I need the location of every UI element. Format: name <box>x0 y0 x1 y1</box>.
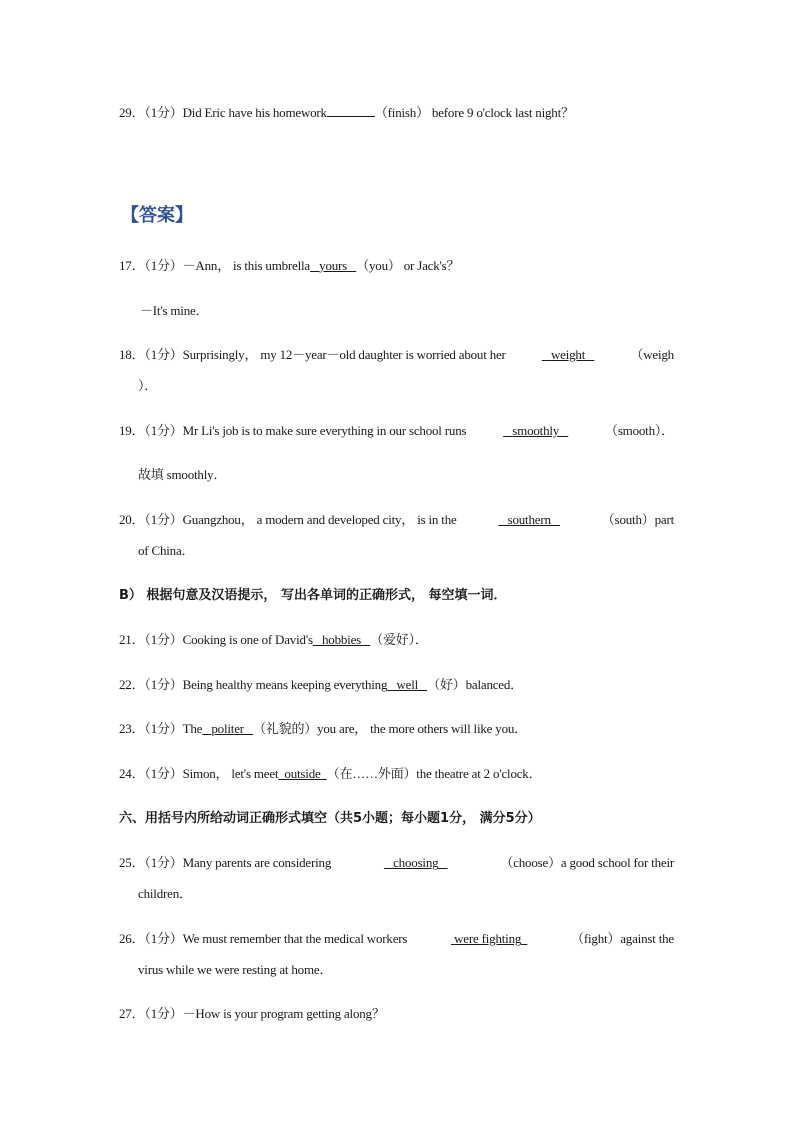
question-21-suffix: （爱好）． <box>370 632 428 647</box>
question-21 <box>119 632 674 648</box>
question-19-prefix: 19．（1分）Mr Li's job is to make sure everything in our school runs <box>119 423 467 438</box>
question-25 <box>119 855 674 871</box>
question-25-continuation: children． <box>138 886 192 901</box>
question-24 <box>119 766 674 782</box>
question-19-note: 故填 smoothly． <box>138 467 227 482</box>
question-20 <box>119 512 674 528</box>
question-27 <box>119 1006 674 1022</box>
question-27-prefix: 27．（1分）－How is your program getting along？ <box>119 1006 385 1021</box>
question-20-continuation: of China． <box>138 543 195 558</box>
answer-heading: 【答案】 <box>121 205 193 226</box>
question-23 <box>119 721 674 737</box>
question-18-suffix: （weigh <box>630 347 674 362</box>
question-20-suffix: （south）part <box>601 512 674 527</box>
question-21-answer: hobbies <box>321 632 362 647</box>
question-22-prefix: 22．（1分）Being healthy means keeping everything <box>119 677 388 692</box>
question-19-answer: smoothly <box>512 423 560 438</box>
question-24-prefix: 24．（1分）Simon， let's meet <box>119 766 279 781</box>
question-21-prefix: 21．（1分）Cooking is one of David's <box>119 632 313 647</box>
question-26-prefix: 26．（1分）We must remember that the medical workers <box>119 931 408 946</box>
question-18-prefix: 18．（1分）Surprisingly， my 12－year－old daughter is worried about her <box>119 347 506 362</box>
question-26-continuation: virus while we were resting at home． <box>138 962 333 977</box>
question-29-prefix: 29．（1分）Did Eric have his homework <box>119 105 327 120</box>
question-23-answer: politer <box>211 721 244 736</box>
question-26 <box>119 931 674 947</box>
question-22 <box>119 677 674 693</box>
question-26-suffix: （fight）against the <box>571 931 674 946</box>
question-24-suffix: （在……外面）the theatre at 2 o'clock． <box>326 766 542 781</box>
answer-blank <box>327 104 375 117</box>
question-20-prefix: 20．（1分）Guangzhou， a modern and developed city， is in the <box>119 512 457 527</box>
question-20-answer: southern <box>507 512 551 527</box>
question-24-answer: outside <box>284 766 321 781</box>
question-22-suffix: （好）balanced． <box>427 677 523 692</box>
section-6-heading: 六、用括号内所给动词正确形式填空（共5小题；每小题1分， 满分5分） <box>119 811 541 826</box>
question-18-continuation: ）． <box>138 378 158 393</box>
question-17 <box>119 258 674 274</box>
question-25-answer: choosing <box>393 855 439 870</box>
question-25-prefix: 25．（1分）Many parents are considering <box>119 855 332 870</box>
question-18-answer: weight <box>550 347 586 362</box>
question-25-suffix: （choose）a good school for their <box>500 855 674 870</box>
question-29-suffix: （finish） before 9 o'clock last night？ <box>374 105 574 120</box>
question-18 <box>119 347 674 363</box>
question-17-suffix: （you） or Jack's？ <box>356 258 460 273</box>
question-23-suffix: （礼貌的）you are， the more others will like you． <box>253 721 527 736</box>
question-22-answer: well <box>396 677 419 692</box>
question-17-reply: －It's mine． <box>140 303 209 318</box>
question-17-prefix: 17．（1分）－Ann， is this umbrella <box>119 258 310 273</box>
question-19 <box>119 423 674 439</box>
section-b-heading: B） 根据句意及汉语提示， 写出各单词的正确形式， 每空填一词． <box>119 588 507 603</box>
question-17-answer: yours <box>319 258 348 273</box>
question-26-answer: were fighting <box>454 931 522 946</box>
question-29 <box>119 104 674 121</box>
question-19-suffix: （smooth）． <box>605 423 674 438</box>
question-23-prefix: 23．（1分）The <box>119 721 203 736</box>
